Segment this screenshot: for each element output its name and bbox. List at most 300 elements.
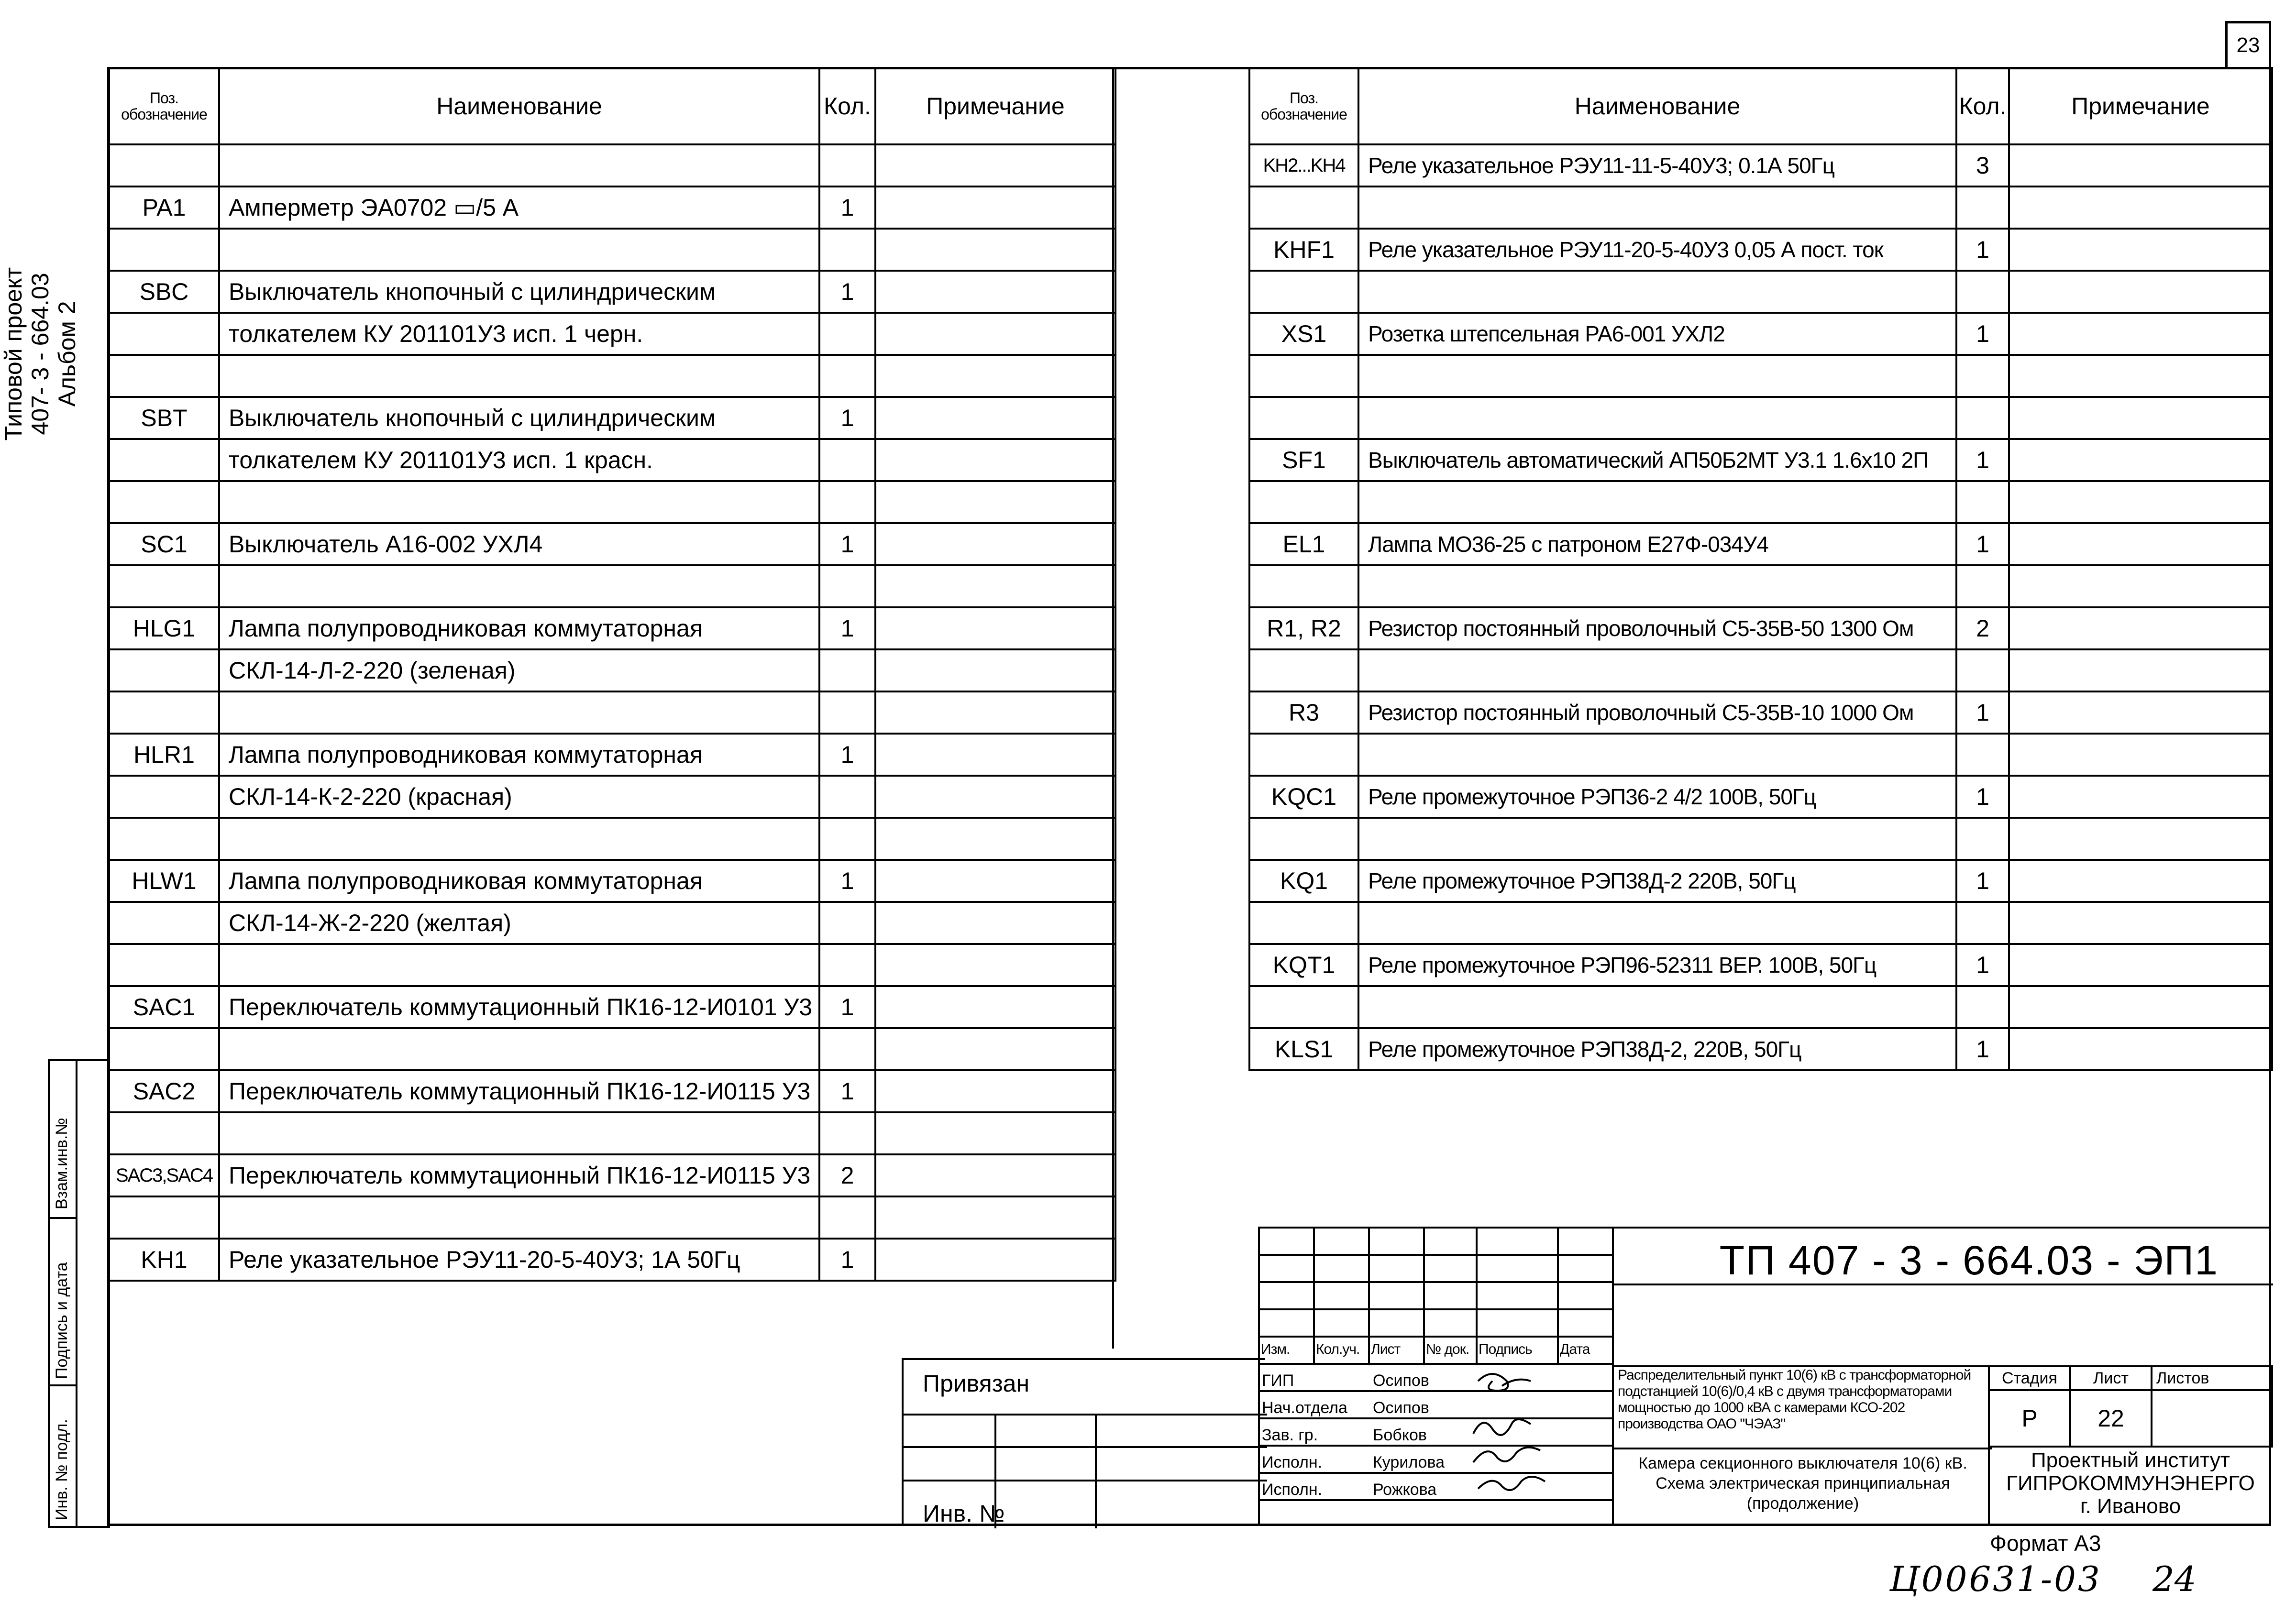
row-note xyxy=(2009,481,2272,523)
staff-name: Бобков xyxy=(1373,1426,1427,1444)
row-quantity xyxy=(819,481,875,523)
row-position xyxy=(109,355,219,397)
doc-code: ТП 407 - 3 - 664.03 - ЭП1 xyxy=(1719,1238,2219,1284)
table-row xyxy=(1249,271,2272,313)
row-quantity: 1 xyxy=(819,1239,875,1281)
row-name xyxy=(1358,481,1956,523)
row-position: KQC1 xyxy=(1249,776,1358,818)
row-position xyxy=(1249,818,1358,860)
row-position: KQT1 xyxy=(1249,944,1358,986)
row-quantity: 1 xyxy=(1956,439,2009,481)
staff-role: Исполн. xyxy=(1262,1453,1323,1471)
row-quantity xyxy=(819,776,875,818)
row-name: Выключатель автоматический АП50Б2МТ У3.1 1.6х10 2П xyxy=(1358,439,1956,481)
side-title-line2: 407- 3 - 664.03 xyxy=(27,273,54,435)
table-row xyxy=(1249,144,2272,187)
row-position: SAC1 xyxy=(109,986,219,1028)
row-name xyxy=(219,1112,819,1154)
row-name xyxy=(1358,355,1956,397)
row-note xyxy=(2009,607,2272,649)
table-row xyxy=(1249,776,2272,818)
table-row xyxy=(1249,691,2272,734)
sheet-label: Лист xyxy=(2070,1366,2152,1390)
staff-role: Исполн. xyxy=(1262,1481,1323,1499)
side-title-line1: Типовой проект xyxy=(0,267,27,441)
row-name xyxy=(219,229,819,271)
change-col-header: Изм. xyxy=(1261,1341,1290,1357)
row-position xyxy=(109,1028,219,1070)
row-position: KHF1 xyxy=(1249,229,1358,271)
format-label: Формат А3 xyxy=(1990,1531,2101,1556)
table-row xyxy=(109,691,1115,734)
row-quantity xyxy=(1956,481,2009,523)
row-position: PA1 xyxy=(109,187,219,229)
pos-header: Поз. обозначение xyxy=(109,68,219,144)
staff-name: Осипов xyxy=(1373,1399,1429,1417)
table-row xyxy=(109,439,1115,481)
row-quantity xyxy=(1956,187,2009,229)
staff-name: Осипов xyxy=(1373,1372,1429,1390)
row-quantity: 2 xyxy=(819,1154,875,1196)
row-name: толкателем КУ 201101У3 исп. 1 красн. xyxy=(219,439,819,481)
row-quantity xyxy=(819,565,875,607)
row-name: Лампа полупроводниковая коммутаторная xyxy=(219,734,819,776)
row-position xyxy=(109,902,219,944)
row-position xyxy=(1249,271,1358,313)
row-quantity: 1 xyxy=(1956,523,2009,565)
row-quantity: 2 xyxy=(1956,607,2009,649)
row-quantity xyxy=(819,355,875,397)
row-quantity: 1 xyxy=(819,187,875,229)
row-note xyxy=(2009,902,2272,944)
row-note xyxy=(875,144,1115,187)
row-note xyxy=(875,439,1115,481)
row-note xyxy=(875,1070,1115,1112)
row-position: SBT xyxy=(109,397,219,439)
row-quantity xyxy=(1956,986,2009,1028)
table-row xyxy=(109,1196,1115,1239)
row-position xyxy=(1249,187,1358,229)
row-position xyxy=(1249,397,1358,439)
table-row xyxy=(1249,397,2272,439)
table-row xyxy=(109,187,1115,229)
table-row xyxy=(1249,565,2272,607)
row-position: HLG1 xyxy=(109,607,219,649)
row-note xyxy=(875,986,1115,1028)
row-note xyxy=(2009,313,2272,355)
side-title-line3: Альбом 2 xyxy=(54,301,80,407)
privyazan-label: Привязан xyxy=(923,1370,1030,1397)
row-name: Лампа полупроводниковая коммутаторная xyxy=(219,607,819,649)
table-row xyxy=(109,1112,1115,1154)
row-quantity: 1 xyxy=(1956,776,2009,818)
row-position xyxy=(109,144,219,187)
stamp-row-line xyxy=(1258,1281,1612,1283)
row-quantity: 1 xyxy=(819,271,875,313)
row-position xyxy=(109,1196,219,1239)
row-quantity xyxy=(819,1112,875,1154)
table-row xyxy=(1249,355,2272,397)
row-name xyxy=(1358,902,1956,944)
sheet-desc-line3: (продолжение) xyxy=(1746,1494,1859,1513)
row-name: Резистор постоянный проволочный С5-35В-10 1000 Ом xyxy=(1358,691,1956,734)
table-row xyxy=(1249,187,2272,229)
sheet-description xyxy=(1614,1453,1992,1514)
table-row xyxy=(109,902,1115,944)
row-name: Переключатель коммутационный ПК16-12-И0115 У3 xyxy=(219,1154,819,1196)
row-note xyxy=(875,818,1115,860)
row-note xyxy=(875,1154,1115,1196)
podpis-data-label: Подпись и дата xyxy=(53,1262,71,1379)
row-position xyxy=(1249,902,1358,944)
row-note xyxy=(2009,144,2272,187)
row-position: SBC xyxy=(109,271,219,313)
row-quantity xyxy=(819,313,875,355)
signature-strokes xyxy=(1468,1367,1564,1501)
table-row xyxy=(1249,523,2272,565)
row-note xyxy=(2009,734,2272,776)
table-row xyxy=(109,1028,1115,1070)
row-name: СКЛ-14-К-2-220 (красная) xyxy=(219,776,819,818)
table-row xyxy=(1249,229,2272,271)
row-note xyxy=(875,229,1115,271)
row-note xyxy=(875,1196,1115,1239)
row-name: Резистор постоянный проволочный С5-35В-50 1300 Ом xyxy=(1358,607,1956,649)
table-row xyxy=(1249,481,2272,523)
staff-role: Зав. гр. xyxy=(1262,1426,1318,1444)
change-col-header: Дата xyxy=(1560,1341,1590,1357)
table-row xyxy=(109,229,1115,271)
table-row xyxy=(109,271,1115,313)
row-note xyxy=(2009,776,2272,818)
row-note xyxy=(2009,523,2272,565)
stamp-col-line xyxy=(1258,1227,1260,1525)
org-block xyxy=(1990,1449,2271,1518)
row-position xyxy=(109,1112,219,1154)
name-header: Наименование xyxy=(219,68,819,144)
row-note xyxy=(2009,649,2272,691)
row-quantity: 1 xyxy=(1956,691,2009,734)
table-row xyxy=(109,313,1115,355)
org-line1: Проектный институт xyxy=(2031,1448,2230,1472)
row-name: Лампа полупроводниковая коммутаторная xyxy=(219,860,819,902)
row-name xyxy=(1358,818,1956,860)
staff-name: Курилова xyxy=(1373,1453,1445,1471)
table-row xyxy=(109,565,1115,607)
row-position xyxy=(109,229,219,271)
row-position xyxy=(109,313,219,355)
row-note xyxy=(875,607,1115,649)
row-note xyxy=(875,565,1115,607)
name-header: Наименование xyxy=(1358,68,1956,144)
row-position: KLS1 xyxy=(1249,1028,1358,1070)
row-quantity xyxy=(1956,271,2009,313)
row-name: Выключатель А16-002 УХЛ4 xyxy=(219,523,819,565)
row-name: Выключатель кнопочный с цилиндрическим xyxy=(219,271,819,313)
row-name: Реле промежуточное РЭП96-52311 ВЕР. 100В, 50Гц xyxy=(1358,944,1956,986)
row-note xyxy=(2009,397,2272,439)
row-name xyxy=(1358,649,1956,691)
project-desc-box xyxy=(1612,1365,1990,1525)
row-position: KH2...KH4 xyxy=(1249,144,1358,187)
row-position: HLW1 xyxy=(109,860,219,902)
note-header: Примечание xyxy=(2009,68,2272,144)
row-position xyxy=(109,565,219,607)
row-note xyxy=(875,1028,1115,1070)
privyazan-block xyxy=(902,1358,1265,1525)
row-quantity xyxy=(819,691,875,734)
doc-code-box xyxy=(1612,1227,2271,1365)
table-row xyxy=(109,1154,1115,1196)
stamp-row-line xyxy=(1258,1308,1612,1310)
row-note xyxy=(875,397,1115,439)
left-spec-table xyxy=(108,67,1116,1282)
row-position: KQ1 xyxy=(1249,860,1358,902)
row-note xyxy=(2009,986,2272,1028)
row-quantity: 1 xyxy=(819,397,875,439)
table-row xyxy=(109,860,1115,902)
table-row xyxy=(109,986,1115,1028)
row-name: Реле промежуточное РЭП38Д-2, 220В, 50Гц xyxy=(1358,1028,1956,1070)
row-note xyxy=(2009,229,2272,271)
row-quantity: 1 xyxy=(1956,860,2009,902)
table-row xyxy=(109,818,1115,860)
row-name: СКЛ-14-Л-2-220 (зеленая) xyxy=(219,649,819,691)
row-position: SAC2 xyxy=(109,1070,219,1112)
row-note xyxy=(875,271,1115,313)
row-name: Выключатель кнопочный с цилиндрическим xyxy=(219,397,819,439)
table-row xyxy=(1249,1028,2272,1070)
table-row xyxy=(109,944,1115,986)
inv-no-label: Инв. № xyxy=(923,1500,1005,1527)
table-row xyxy=(109,776,1115,818)
row-position: XS1 xyxy=(1249,313,1358,355)
row-name: Переключатель коммутационный ПК16-12-И0101 У3 xyxy=(219,986,819,1028)
table-row xyxy=(1249,902,2272,944)
row-position xyxy=(1249,734,1358,776)
org-line3: г. Иваново xyxy=(2080,1494,2181,1518)
stamp-row-line xyxy=(1258,1227,1612,1229)
table-row xyxy=(1249,734,2272,776)
row-quantity: 1 xyxy=(819,1070,875,1112)
sheets-value xyxy=(2152,1390,2272,1447)
row-note xyxy=(2009,691,2272,734)
row-name: Реле промежуточное РЭП38Д-2 220В, 50Гц xyxy=(1358,860,1956,902)
row-position xyxy=(109,649,219,691)
handwritten-page: 24 xyxy=(2152,1559,2197,1599)
row-quantity xyxy=(819,649,875,691)
row-note xyxy=(875,1112,1115,1154)
row-position: SC1 xyxy=(109,523,219,565)
row-position xyxy=(1249,649,1358,691)
row-note xyxy=(875,649,1115,691)
stage-table xyxy=(1988,1365,2273,1448)
inv-podl-label: Инв. № подл. xyxy=(53,1419,71,1520)
row-name: Розетка штепсельная РА6-001 УХЛ2 xyxy=(1358,313,1956,355)
handwritten-code: Ц00631-03 xyxy=(1889,1559,2102,1599)
table-row xyxy=(1249,944,2272,986)
row-position: SAC3,SAC4 xyxy=(109,1154,219,1196)
row-note xyxy=(875,313,1115,355)
row-note xyxy=(2009,271,2272,313)
row-note xyxy=(2009,439,2272,481)
row-note xyxy=(875,355,1115,397)
row-name: Лампа МО36-25 с патроном Е27Ф-034У4 xyxy=(1358,523,1956,565)
row-name xyxy=(219,1028,819,1070)
row-quantity: 1 xyxy=(819,986,875,1028)
row-quantity xyxy=(1956,902,2009,944)
row-name: Амперметр ЭА0702 ▭/5 А xyxy=(219,187,819,229)
sheets-label: Листов xyxy=(2152,1366,2272,1390)
row-name xyxy=(1358,565,1956,607)
row-note xyxy=(2009,1028,2272,1070)
row-name xyxy=(219,944,819,986)
row-position: KH1 xyxy=(109,1239,219,1281)
row-note xyxy=(875,187,1115,229)
table-row xyxy=(1249,818,2272,860)
change-col-header: Подпись xyxy=(1479,1341,1532,1357)
row-position xyxy=(1249,565,1358,607)
row-name xyxy=(1358,187,1956,229)
row-quantity xyxy=(819,1196,875,1239)
row-note xyxy=(875,1239,1115,1281)
row-note xyxy=(875,902,1115,944)
table-row xyxy=(109,607,1115,649)
staff-name: Рожкова xyxy=(1373,1481,1437,1499)
row-name: Реле промежуточное РЭП36-2 4/2 100В, 50Гц xyxy=(1358,776,1956,818)
table-row xyxy=(109,734,1115,776)
row-position xyxy=(1249,355,1358,397)
row-quantity xyxy=(1956,355,2009,397)
row-position xyxy=(1249,986,1358,1028)
row-name: СКЛ-14-Ж-2-220 (желтая) xyxy=(219,902,819,944)
row-quantity: 1 xyxy=(819,523,875,565)
row-note xyxy=(2009,355,2272,397)
row-name xyxy=(219,818,819,860)
row-quantity xyxy=(1956,818,2009,860)
row-quantity xyxy=(1956,397,2009,439)
row-note xyxy=(875,734,1115,776)
left-table-header xyxy=(109,68,1115,144)
sheet-desc-line2: Схема электрическая принципиальная xyxy=(1656,1474,1950,1492)
table-row xyxy=(109,144,1115,187)
change-col-header: Кол.уч. xyxy=(1316,1341,1360,1357)
row-position xyxy=(1249,481,1358,523)
qty-header: Кол. xyxy=(819,68,875,144)
row-quantity xyxy=(1956,565,2009,607)
row-name xyxy=(219,1196,819,1239)
table-row xyxy=(1249,313,2272,355)
row-name xyxy=(219,144,819,187)
row-note xyxy=(2009,565,2272,607)
row-position xyxy=(109,691,219,734)
row-note xyxy=(2009,187,2272,229)
change-col-header: № док. xyxy=(1426,1341,1469,1357)
row-note xyxy=(875,481,1115,523)
org-line2: ГИПРОКОММУНЭНЕРГО xyxy=(2006,1471,2255,1495)
row-name xyxy=(1358,734,1956,776)
row-note xyxy=(2009,944,2272,986)
vzam-inv-label: Взам.инв.№ xyxy=(53,1118,71,1209)
row-note xyxy=(875,776,1115,818)
project-description: Распределительный пункт 10(6) кВ с трансформаторной подстанцией 10(6)/0,4 кВ с двумя трансформаторами мощностью до 1000 кВА с камерами КСО-202 производства ОАО "ЧЭАЗ" xyxy=(1618,1367,1971,1432)
row-name xyxy=(1358,271,1956,313)
row-name xyxy=(1358,986,1956,1028)
row-position: SF1 xyxy=(1249,439,1358,481)
row-name: Реле указательное РЭУ11-20-5-40У3; 1А 50Гц xyxy=(219,1239,819,1281)
table-row xyxy=(109,397,1115,439)
row-note xyxy=(875,691,1115,734)
row-position: EL1 xyxy=(1249,523,1358,565)
row-quantity: 1 xyxy=(819,607,875,649)
row-name xyxy=(219,481,819,523)
right-spec-table xyxy=(1248,67,2273,1071)
staff-role: Нач.отдела xyxy=(1262,1399,1347,1417)
row-name xyxy=(1358,397,1956,439)
row-quantity: 3 xyxy=(1956,144,2009,187)
row-quantity: 1 xyxy=(1956,313,2009,355)
qty-header: Кол. xyxy=(1956,68,2009,144)
stamp-row-line xyxy=(1258,1254,1612,1256)
row-position: HLR1 xyxy=(109,734,219,776)
table-row xyxy=(109,649,1115,691)
table-row xyxy=(109,1070,1115,1112)
note-header: Примечание xyxy=(875,68,1115,144)
row-name xyxy=(219,691,819,734)
row-quantity xyxy=(1956,649,2009,691)
row-quantity xyxy=(819,902,875,944)
table-row xyxy=(1249,860,2272,902)
row-note xyxy=(875,523,1115,565)
row-name: Реле указательное РЭУ11-20-5-40У3 0,05 А пост. ток xyxy=(1358,229,1956,271)
row-name: толкателем КУ 201101У3 исп. 1 черн. xyxy=(219,313,819,355)
row-quantity xyxy=(819,144,875,187)
row-name: Реле указательное РЭУ11-11-5-40У3; 0.1А 50Гц xyxy=(1358,144,1956,187)
row-quantity xyxy=(819,944,875,986)
row-quantity xyxy=(819,818,875,860)
side-stamp xyxy=(48,1059,110,1528)
row-note xyxy=(875,860,1115,902)
row-position xyxy=(109,944,219,986)
change-col-header: Лист xyxy=(1371,1341,1401,1357)
row-position: R1, R2 xyxy=(1249,607,1358,649)
row-quantity xyxy=(819,1028,875,1070)
row-name: Переключатель коммутационный ПК16-12-И0115 У3 xyxy=(219,1070,819,1112)
row-note xyxy=(875,944,1115,986)
row-quantity: 1 xyxy=(1956,229,2009,271)
row-quantity: 1 xyxy=(1956,1028,2009,1070)
sheet-desc-line1: Камера секционного выключателя 10(6) кВ. xyxy=(1638,1454,1967,1472)
table-row xyxy=(1249,439,2272,481)
stage-value: Р xyxy=(1989,1390,2070,1447)
table-row xyxy=(1249,986,2272,1028)
stage-label: Стадия xyxy=(1989,1366,2070,1390)
pos-header: Поз. обозначение xyxy=(1249,68,1358,144)
table-row xyxy=(109,481,1115,523)
table-row xyxy=(109,1239,1115,1281)
row-quantity xyxy=(1956,734,2009,776)
table-row xyxy=(109,355,1115,397)
row-position: R3 xyxy=(1249,691,1358,734)
row-note xyxy=(2009,860,2272,902)
table-row xyxy=(1249,607,2272,649)
side-project-title xyxy=(0,115,124,593)
row-position xyxy=(109,481,219,523)
row-quantity: 1 xyxy=(819,734,875,776)
row-note xyxy=(2009,818,2272,860)
right-table-header xyxy=(1249,68,2272,144)
sheet-number: 23 xyxy=(2225,21,2271,67)
